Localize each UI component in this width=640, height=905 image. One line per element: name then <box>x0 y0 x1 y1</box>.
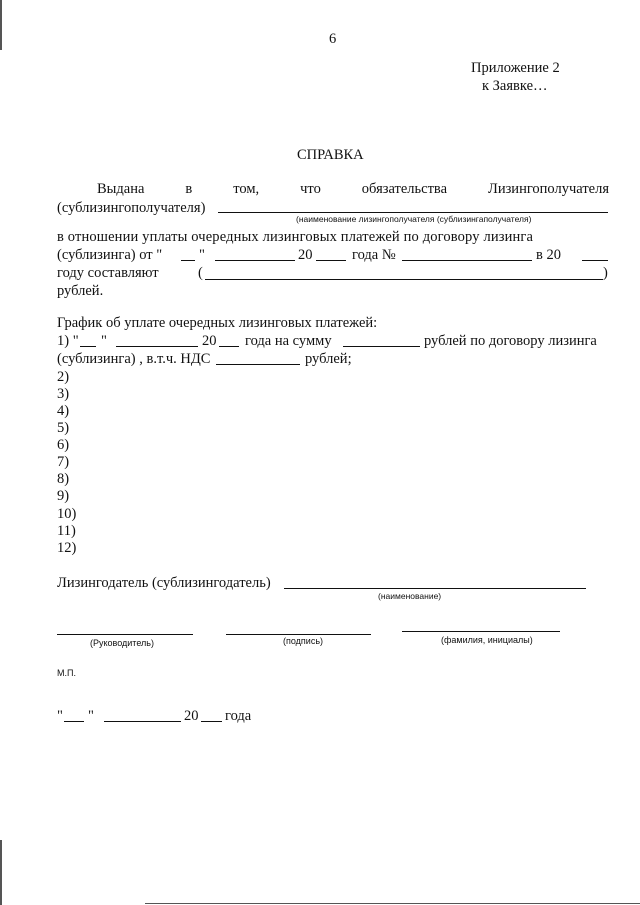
contract-line-e: в 20 <box>536 247 561 263</box>
head-caption: (Руководитель) <box>90 638 154 648</box>
bottom-page-edge <box>145 903 640 904</box>
name-caption: (фамилия, инициалы) <box>441 635 533 645</box>
item1-line2-b: рублей; <box>305 351 352 367</box>
schedule-item: 11) <box>57 523 76 539</box>
date-d: года <box>225 708 252 724</box>
amount-line-a: году составляют <box>57 265 159 281</box>
signature-field <box>226 634 371 635</box>
lessee-caption: (наименование лизингополучателя (сублизингаполучателя) <box>296 214 532 224</box>
contract-number-field <box>402 260 532 261</box>
document-title: СПРАВКА <box>297 147 364 163</box>
schedule-item: 5) <box>57 420 70 436</box>
intro-line-1 <box>97 182 609 197</box>
schedule-heading: График об уплате очередных лизинговых платежей: <box>57 315 378 331</box>
contract-line-a: (сублизинга) от " <box>57 247 163 263</box>
page-number: 6 <box>329 31 337 47</box>
intro-word: обязательства <box>361 181 448 197</box>
left-page-edge <box>0 0 2 50</box>
contract-day-field <box>181 260 195 261</box>
signature-caption: (подпись) <box>283 636 324 646</box>
schedule-item: 2) <box>57 369 70 385</box>
schedule-item: 8) <box>57 471 70 487</box>
schedule-item: 4) <box>57 403 70 419</box>
schedule-item: 10) <box>57 506 77 522</box>
date-day-field <box>64 721 84 722</box>
amount-paren-close: ) <box>603 265 608 281</box>
lessee-name-field <box>218 212 608 213</box>
appendix-line-2: к Заявке… <box>482 78 548 94</box>
lessor-label: Лизингодатель (сублизингодатель) <box>57 575 271 591</box>
intro-word: Лизингополучателя <box>487 181 609 197</box>
item1-d: года на сумму <box>245 333 332 349</box>
item1-day-field <box>80 346 96 347</box>
contract-line-c: 20 <box>298 247 313 263</box>
item1-sum-field <box>343 346 420 347</box>
schedule-item: 7) <box>57 454 70 470</box>
schedule-item: 6) <box>57 437 70 453</box>
stamp-label: М.П. <box>57 668 76 678</box>
schedule-item: 3) <box>57 386 70 402</box>
contract-line-b: " <box>199 247 205 263</box>
intro-word: Выдана <box>97 181 145 197</box>
lessor-name-field <box>284 588 586 589</box>
intro-word: что <box>300 181 321 197</box>
contract-month-field <box>215 260 295 261</box>
schedule-item: 12) <box>57 540 77 556</box>
schedule-item: 9) <box>57 488 70 504</box>
contract-year-field <box>316 260 346 261</box>
intro-line-2: (сублизингополучателя) <box>57 200 206 216</box>
date-year-field <box>201 721 222 722</box>
head-field <box>57 634 193 635</box>
date-c: 20 <box>184 708 199 724</box>
amount-words-field <box>205 279 603 280</box>
intro-line-3: в отношении уплаты очередных лизинговых платежей по договору лизинга <box>57 229 534 245</box>
amount-paren-open: ( <box>198 265 203 281</box>
lessor-caption: (наименование) <box>378 591 442 601</box>
left-page-edge-lower <box>0 840 2 905</box>
contract-line-d: года № <box>352 247 396 263</box>
item1-b: " <box>101 333 107 349</box>
intro-word: в <box>185 181 193 197</box>
date-a: " <box>57 708 63 724</box>
appendix-line-1: Приложение 2 <box>471 60 560 76</box>
item1-vat-field <box>216 364 300 365</box>
item1-a: 1) " <box>57 333 79 349</box>
contract-year2-field <box>582 260 608 261</box>
intro-line-6: рублей. <box>57 283 104 299</box>
item1-month-field <box>116 346 198 347</box>
item1-e: рублей по договору лизинга <box>424 333 597 349</box>
date-month-field <box>104 721 181 722</box>
item1-c: 20 <box>202 333 217 349</box>
intro-word: том, <box>233 181 260 197</box>
item1-year-field <box>219 346 239 347</box>
date-b: " <box>88 708 94 724</box>
item1-line2-a: (сублизинга) , в.т.ч. НДС <box>57 351 211 367</box>
name-field <box>402 631 560 632</box>
